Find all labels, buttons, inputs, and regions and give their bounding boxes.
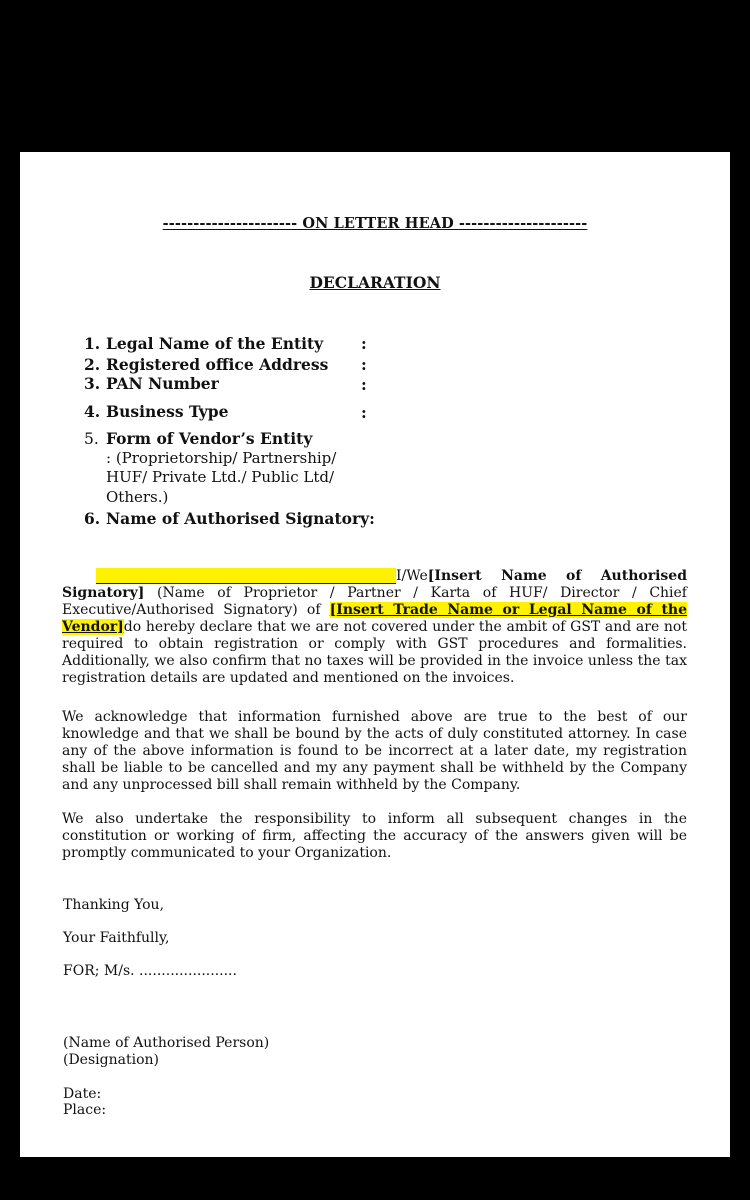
entity-option-line-2: HUF/ Private Ltd./ Public Ltd/ [106,468,335,486]
field-registered-address: 2. Registered office Address [84,355,329,374]
field-registered-address-colon: : [361,355,367,374]
field-pan-number-colon: : [361,375,367,394]
field-business-type: 4. Business Type [84,402,229,421]
authorised-person-designation: (Designation) [63,1052,159,1068]
place-label: Place: [63,1102,107,1118]
declaration-paragraph-1: I/We[Insert Name of Authorised Signatory] (Name of Proprietor / Partner / Karta of HUF/ Director / Chief Executive/Authorised Signatory) of [Insert Trade Name or Legal Name of the Vendor]do hereby declare that we are not covered under the ambit of GST and are not required to obtain registration or comply with GST procedures and formalities. Additionally, we also confirm that no taxes will be provided in the invoice unless the tax registration details are updated and mentioned on the invoices. [62,568,687,686]
declaration-title: DECLARATION [309,273,441,292]
field-authorised-signatory: 6. Name of Authorised Signatory: [84,509,375,528]
field-vendor-entity: 5. Form of Vendor’s Entity [84,429,313,448]
closing-faithfully: Your Faithfully, [63,930,170,946]
closing-for-ms: FOR; M/s. ...................... [63,963,237,979]
closing-thanks: Thanking You, [63,897,165,913]
entity-option-line-1: : (Proprietorship/ Partnership/ [106,449,337,467]
document-page [20,152,730,1157]
insert-trade-name: [Insert Trade Name or Legal Name of the Vendor] [62,602,687,635]
field-business-type-colon: : [361,403,367,422]
field-pan-number: 3. PAN Number [84,374,219,393]
field-legal-name-colon: : [361,334,367,353]
date-label: Date: [63,1086,102,1102]
field-legal-name: 1. Legal Name of the Entity [84,334,324,353]
declaration-paragraph-2: We acknowledge that information furnished above are true to the best of our knowledge and that we shall be bound by the acts of duly constituted attorney. In case any of the above information is found to be incorrect at a later date, my registration shall be liable to be cancelled and my any payment shall be withheld by the Company and any unprocessed bill shall remain withheld by the Company. [62,709,687,793]
declaration-paragraph-3: We also undertake the responsibility to inform all subsequent changes in the constitution or working of firm, affecting the accuracy of the answers given will be promptly communicated to your Organization. [62,811,687,861]
authorised-person-name: (Name of Authorised Person) [63,1035,270,1051]
entity-option-line-3: Others.) [106,488,169,506]
letterhead-line: ---------------------- ON LETTER HEAD --------------------- [162,215,588,232]
insert-signatory-name: [Insert Name of Authorised Signatory] [62,568,687,601]
